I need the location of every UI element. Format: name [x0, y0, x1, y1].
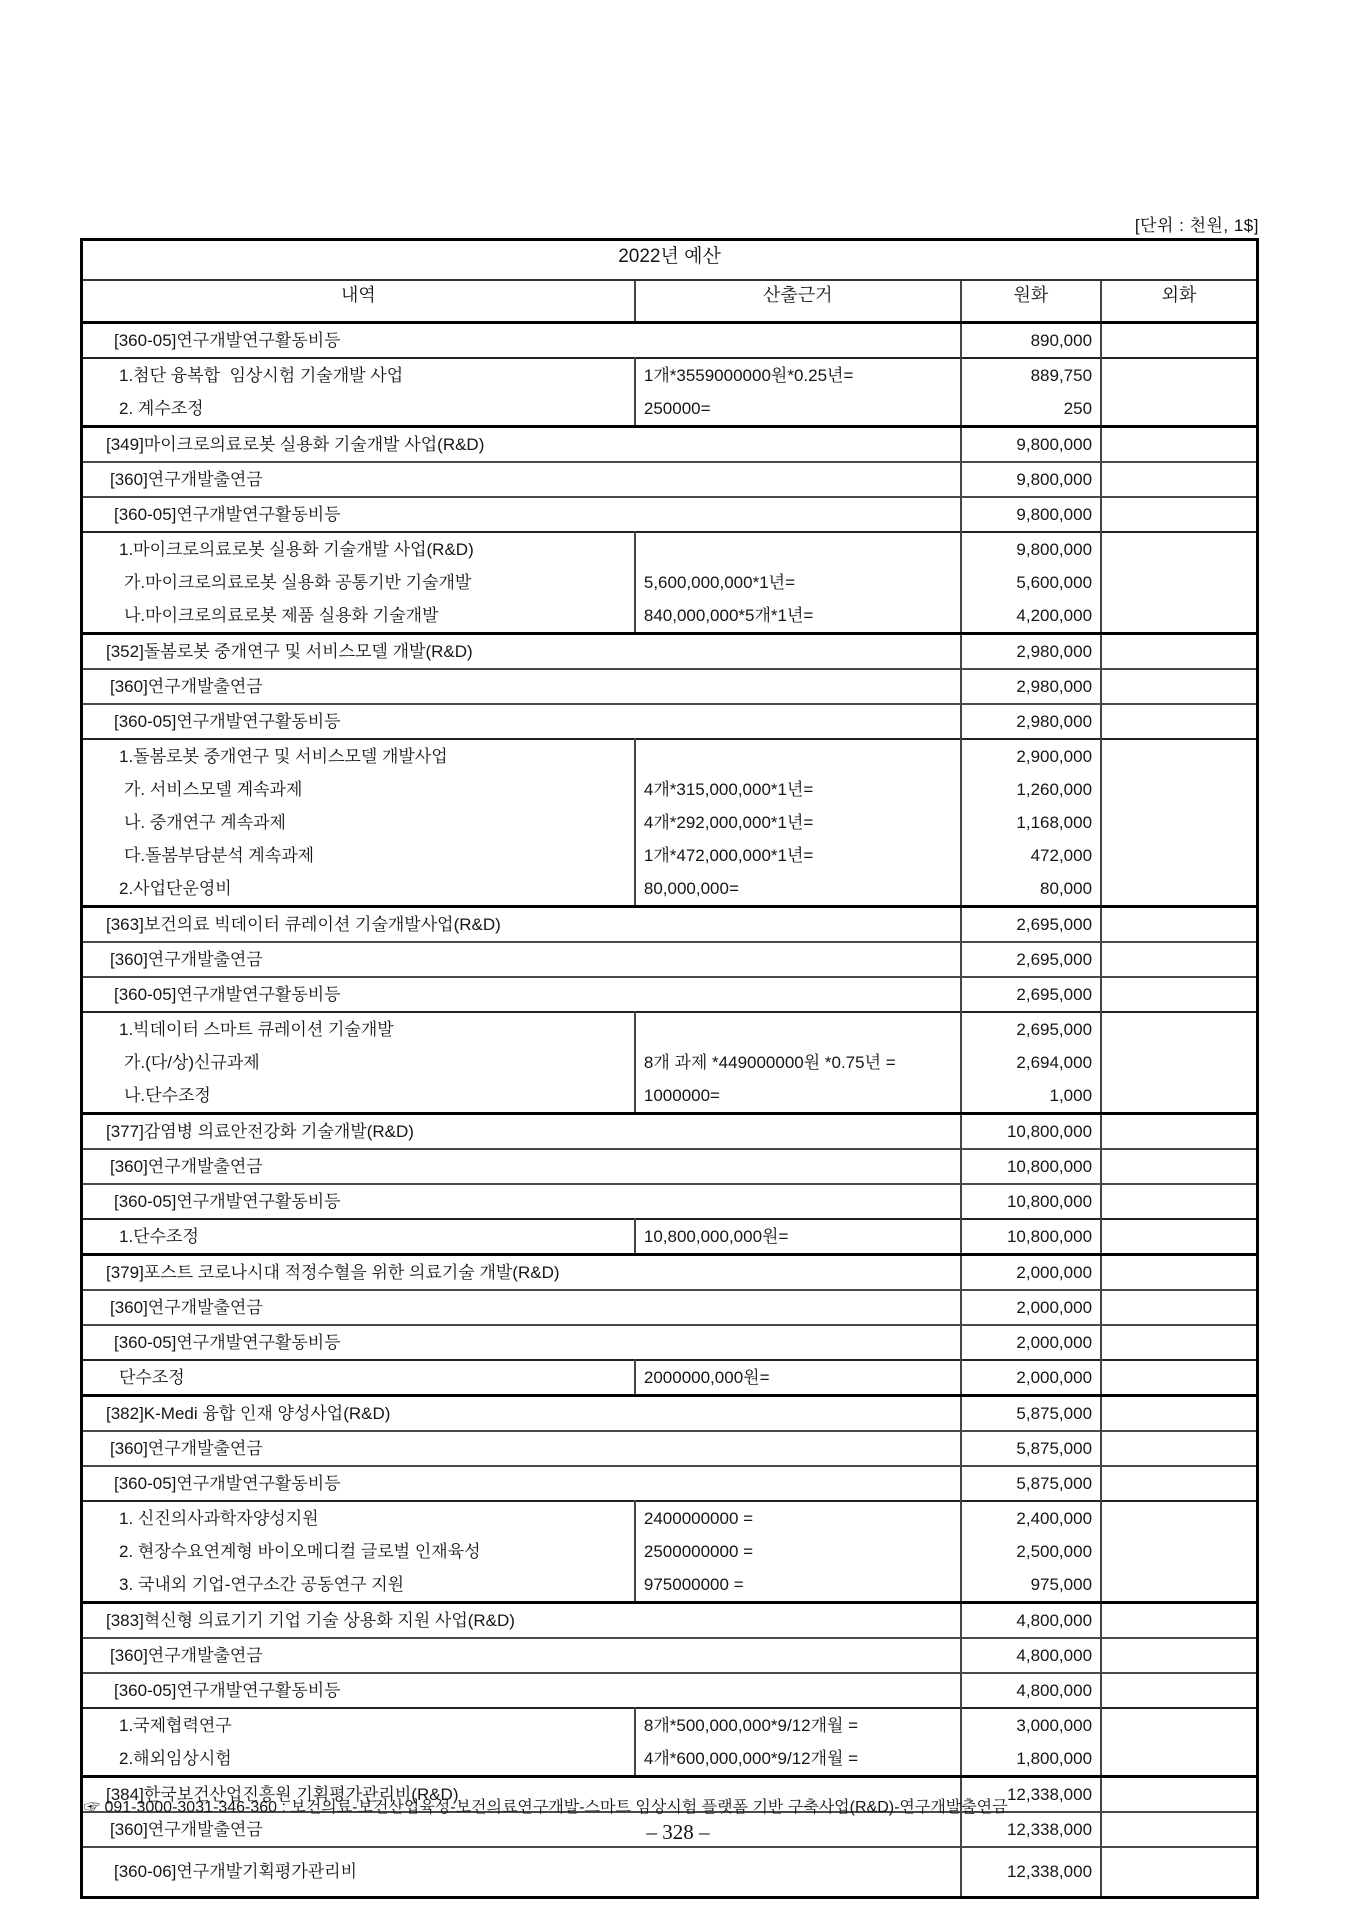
table-row [82, 1360, 1258, 1396]
item-name: 3. 국내외 기업-연구소간 공동연구 지원 [119, 1575, 405, 1594]
table-row [82, 358, 1258, 427]
table-row [82, 1290, 1258, 1325]
item-name: [384]한국보건산업진흥원 기획평가관리비(R&D) [106, 1785, 459, 1804]
calc-basis [636, 740, 960, 773]
calc-basis: 80,000,000= [643, 879, 739, 898]
table-row [82, 323, 1258, 359]
table-row [82, 977, 1258, 1012]
item-name: 가.(다/상)신규과제 [124, 1053, 260, 1072]
krw-amount: 2,500,000 [1016, 1542, 1093, 1561]
krw-amount: 9,800,000 [1016, 470, 1093, 489]
krw-amount: 2,000,000 [1016, 1298, 1093, 1317]
krw-amount: 889,750 [1030, 366, 1093, 385]
item-name: [360-05]연구개발연구활동비등 [114, 712, 341, 731]
item-name: [360]연구개발출연금 [110, 1157, 263, 1176]
krw-amount: 80,000 [1040, 879, 1093, 898]
item-name: 1.국제협력연구 [119, 1716, 232, 1735]
item-name: [360]연구개발출연금 [110, 677, 263, 696]
table-row [82, 1012, 1258, 1114]
item-name: 2. 계수조정 [119, 399, 204, 418]
krw-amount: 2,694,000 [1016, 1053, 1093, 1072]
item-name: [360-05]연구개발연구활동비등 [114, 985, 341, 1004]
item-name: [360-06]연구개발기획평가관리비 [114, 1862, 358, 1881]
table-row [82, 1255, 1258, 1291]
item-name: 1.돌봄로봇 중개연구 및 서비스모델 개발사업 [119, 747, 448, 766]
table-row [82, 532, 1258, 634]
item-name: 1.단수조정 [119, 1227, 199, 1246]
item-name: 2.사업단운영비 [119, 879, 232, 898]
item-name: [360-05]연구개발연구활동비등 [114, 1681, 341, 1700]
item-name: [360-05]연구개발연구활동비등 [114, 1474, 341, 1493]
item-name: [349]마이크로의료로봇 실용화 기술개발 사업(R&D) [106, 435, 485, 454]
table-row [82, 1149, 1258, 1184]
item-name: 가. 서비스모델 계속과제 [124, 780, 303, 799]
item-name: [360-05]연구개발연구활동비등 [114, 331, 341, 350]
krw-amount: 10,800,000 [1006, 1227, 1093, 1246]
krw-amount: 890,000 [1030, 331, 1093, 350]
krw-amount: 472,000 [1030, 846, 1093, 865]
item-name: [360-05]연구개발연구활동비등 [114, 1192, 341, 1211]
item-name: 1.빅데이터 스마트 큐레이션 기술개발 [119, 1020, 394, 1039]
item-name: [360-05]연구개발연구활동비등 [114, 505, 341, 524]
calc-basis: 2500000000 = [643, 1542, 754, 1561]
krw-amount: 9,800,000 [1016, 505, 1093, 524]
krw-amount: 5,600,000 [1016, 573, 1093, 592]
calc-basis: 10,800,000,000원= [643, 1227, 789, 1246]
krw-amount: 4,200,000 [1016, 606, 1093, 625]
krw-amount: 2,695,000 [1016, 950, 1093, 969]
table-row [82, 1325, 1258, 1360]
krw-amount: 5,875,000 [1016, 1439, 1093, 1458]
table-title-row [82, 240, 1258, 281]
krw-amount: 1,000 [1049, 1086, 1093, 1105]
krw-amount: 10,800,000 [1006, 1157, 1093, 1176]
calc-basis: 2400000000 = [643, 1509, 754, 1528]
item-name: 1.첨단 융복합 임상시험 기술개발 사업 [119, 366, 404, 385]
item-name: [377]감염병 의료안전강화 기술개발(R&D) [106, 1122, 414, 1141]
krw-amount: 12,338,000 [1006, 1785, 1093, 1804]
krw-amount: 1,800,000 [1016, 1749, 1093, 1768]
krw-amount: 2,000,000 [1016, 1333, 1093, 1352]
column-header-basis: 산출근거 [635, 280, 961, 323]
krw-amount: 1,260,000 [1016, 780, 1093, 799]
krw-amount: 4,800,000 [1016, 1681, 1093, 1700]
table-row [82, 669, 1258, 704]
krw-amount: 4,800,000 [1016, 1611, 1093, 1630]
krw-amount: 2,400,000 [1016, 1509, 1093, 1528]
table-row [82, 1466, 1258, 1501]
table-row [82, 1114, 1258, 1150]
item-name: 나. 중개연구 계속과제 [124, 813, 286, 832]
item-name: 나.마이크로의료로봇 제품 실용화 기술개발 [124, 606, 439, 625]
calc-basis: 975000000 = [643, 1575, 744, 1594]
krw-amount: 2,980,000 [1016, 677, 1093, 696]
item-name: 2. 현장수요연계형 바이오메디컬 글로벌 인재육성 [119, 1542, 481, 1561]
krw-amount: 9,800,000 [1016, 540, 1093, 559]
calc-basis: 5,600,000,000*1년= [643, 573, 796, 592]
item-name: [360]연구개발출연금 [110, 1298, 263, 1317]
krw-amount: 2,980,000 [1016, 712, 1093, 731]
calc-basis: 1000000= [643, 1086, 720, 1105]
krw-amount: 5,875,000 [1016, 1474, 1093, 1493]
table-title: 2022년 예산 [82, 240, 1258, 281]
table-body [82, 323, 1258, 1898]
calc-basis: 8개*500,000,000*9/12개월 = [643, 1716, 859, 1735]
table-row [82, 1501, 1258, 1603]
item-name: [360-05]연구개발연구활동비등 [114, 1333, 341, 1352]
krw-amount: 2,695,000 [1016, 915, 1093, 934]
table-row [82, 634, 1258, 670]
table-row [82, 1603, 1258, 1639]
table-row [82, 427, 1258, 463]
item-name: 다.돌봄부담분석 계속과제 [124, 846, 315, 865]
krw-amount: 2,000,000 [1016, 1263, 1093, 1282]
budget-table [80, 238, 1259, 1899]
krw-amount: 250 [1063, 399, 1093, 418]
krw-amount: 5,875,000 [1016, 1404, 1093, 1423]
calc-basis: 1개*472,000,000*1년= [643, 846, 814, 865]
item-name: [379]포스트 코로나시대 적정수혈을 위한 의료기술 개발(R&D) [106, 1263, 560, 1282]
krw-amount: 9,800,000 [1016, 435, 1093, 454]
item-name: 1. 신진의사과학자양성지원 [119, 1509, 319, 1528]
item-name: [363]보건의료 빅데이터 큐레이션 기술개발사업(R&D) [106, 915, 501, 934]
table-row [82, 704, 1258, 739]
column-header-detail: 내역 [82, 280, 635, 323]
table-row [82, 1396, 1258, 1432]
krw-amount: 2,980,000 [1016, 642, 1093, 661]
unit-label: [단위 : 천원, 1$] [1134, 216, 1259, 235]
item-name: [360]연구개발출연금 [110, 1646, 263, 1665]
table-row [82, 1638, 1258, 1673]
item-name: [382]K-Medi 융합 인재 양성사업(R&D) [106, 1404, 391, 1423]
item-name: [360]연구개발출연금 [110, 470, 263, 489]
calc-basis [636, 533, 960, 566]
table-row [82, 497, 1258, 532]
item-name: 단수조정 [119, 1368, 185, 1387]
table-row [82, 907, 1258, 943]
krw-amount: 4,800,000 [1016, 1646, 1093, 1665]
item-name: 나.단수조정 [124, 1086, 211, 1105]
item-name: 가.마이크로의료로봇 실용화 공통기반 기술개발 [124, 573, 472, 592]
krw-amount: 2,900,000 [1016, 747, 1093, 766]
table-row [82, 1431, 1258, 1466]
calc-basis: 250000= [643, 399, 711, 418]
krw-amount: 10,800,000 [1006, 1122, 1093, 1141]
table-row [82, 1847, 1258, 1898]
item-name: [352]돌봄로봇 중개연구 및 서비스모델 개발(R&D) [106, 642, 473, 661]
calc-basis: 4개*315,000,000*1년= [643, 780, 814, 799]
krw-amount: 1,168,000 [1016, 813, 1093, 832]
table-row [82, 739, 1258, 907]
table-row [82, 462, 1258, 497]
krw-amount: 12,338,000 [1006, 1820, 1093, 1839]
item-name: [360]연구개발출연금 [110, 950, 263, 969]
item-name: [360]연구개발출연금 [110, 1439, 263, 1458]
item-name: [360]연구개발출연금 [110, 1820, 263, 1839]
table-row [82, 1219, 1258, 1255]
table-row [82, 942, 1258, 977]
krw-amount: 2,695,000 [1016, 1020, 1093, 1039]
item-name: 2.해외임상시험 [119, 1749, 232, 1768]
krw-amount: 10,800,000 [1006, 1192, 1093, 1211]
krw-amount: 12,338,000 [1006, 1862, 1093, 1881]
calc-basis [636, 1013, 960, 1046]
column-header-krw: 원화 [961, 280, 1101, 323]
page-number: – 328 – [646, 1820, 710, 1844]
table-row [82, 1673, 1258, 1708]
footnote: ☞ 091-3000-3031-346-360 : 보건의료-보건산업육성-보건의료연구개발-스마트 임상시험 플랫폼 기반 구축사업(R&D)-연구개발출연금 [84, 1799, 1008, 1816]
krw-amount: 2,000,000 [1016, 1368, 1093, 1387]
calc-basis: 8개 과제 *449000000원 *0.75년 = [643, 1053, 896, 1072]
item-name: [383]혁신형 의료기기 기업 기술 상용화 지원 사업(R&D) [106, 1611, 515, 1630]
column-header-foreign: 외화 [1101, 280, 1257, 323]
krw-amount: 975,000 [1030, 1575, 1093, 1594]
calc-basis: 2000000,000원= [643, 1368, 770, 1387]
table-row [82, 1708, 1258, 1777]
item-name: 1.마이크로의료로봇 실용화 기술개발 사업(R&D) [119, 540, 474, 559]
table-header-row [82, 280, 1258, 323]
calc-basis: 1개*3559000000원*0.25년= [643, 366, 854, 385]
table-row [82, 1184, 1258, 1219]
calc-basis: 840,000,000*5개*1년= [643, 606, 814, 625]
calc-basis: 4개*600,000,000*9/12개월 = [643, 1749, 859, 1768]
krw-amount: 3,000,000 [1016, 1716, 1093, 1735]
calc-basis: 4개*292,000,000*1년= [643, 813, 814, 832]
krw-amount: 2,695,000 [1016, 985, 1093, 1004]
